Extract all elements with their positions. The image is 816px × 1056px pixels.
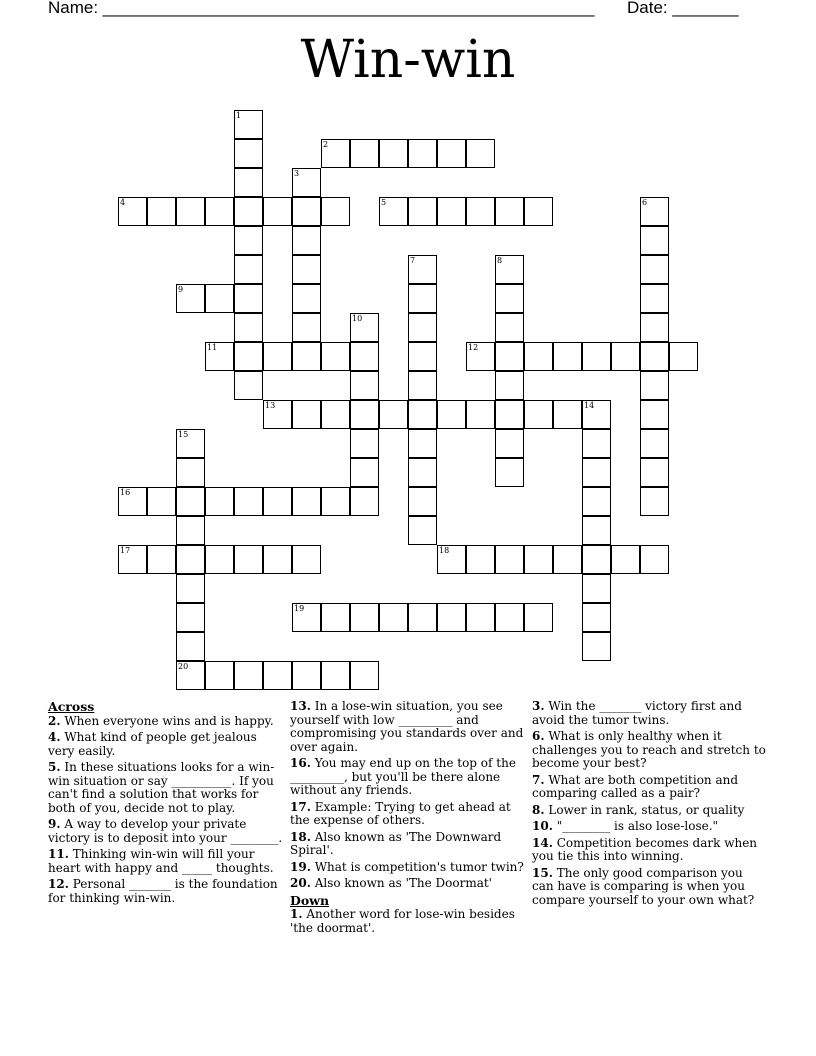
clue-number-label: 12 xyxy=(468,343,479,352)
crossword-cell[interactable] xyxy=(292,545,321,574)
clue-number-label: 6 xyxy=(642,198,648,207)
clue-number-label: 10 xyxy=(352,314,363,323)
crossword-cell[interactable] xyxy=(234,197,263,226)
clues-column-1 xyxy=(48,700,284,908)
crossword-cell[interactable] xyxy=(292,284,321,313)
crossword-cell[interactable] xyxy=(408,429,437,458)
page-title: Win-win xyxy=(300,30,516,90)
clue-down-10 xyxy=(532,820,768,834)
clue-number-label: 7 xyxy=(410,256,416,265)
crossword-cell[interactable] xyxy=(234,255,263,284)
clue-text: In a lose-win situation, you see yourself with low _________ and compromising you standards over and over again. xyxy=(290,699,524,754)
crossword-cell[interactable] xyxy=(437,400,466,429)
crossword-cell[interactable] xyxy=(611,342,640,371)
clue-number-label: 11 xyxy=(207,343,218,352)
crossword-cell[interactable] xyxy=(524,342,553,371)
crossword-cell[interactable] xyxy=(176,661,205,690)
crossword-cell[interactable] xyxy=(437,603,466,632)
crossword-cell[interactable] xyxy=(582,342,611,371)
crossword-cell[interactable] xyxy=(437,545,466,574)
clue-text: A way to develop your private victory is to deposit into your ________. xyxy=(48,817,283,845)
clue-across-18 xyxy=(290,831,528,858)
clue-number: 8. xyxy=(532,802,545,817)
crossword-cell[interactable] xyxy=(234,545,263,574)
crossword-cell[interactable] xyxy=(350,429,379,458)
crossword-cell[interactable] xyxy=(408,284,437,313)
crossword-cell[interactable] xyxy=(292,313,321,342)
clue-number: 14. xyxy=(532,835,553,850)
crossword-cell[interactable] xyxy=(263,487,292,516)
crossword-cell[interactable] xyxy=(205,661,234,690)
crossword-cell[interactable] xyxy=(176,545,205,574)
clue-text: The only good comparison you can have is comparing is when you compare yourself to your own what? xyxy=(532,865,755,907)
crossword-cell[interactable] xyxy=(408,255,437,284)
clue-text: Also known as 'The Downward Spiral'. xyxy=(290,829,502,857)
crossword-cell[interactable] xyxy=(437,139,466,168)
clue-number: 7. xyxy=(532,772,545,787)
clue-across-13 xyxy=(290,700,528,754)
crossword-cell[interactable] xyxy=(582,400,611,429)
crossword-cell[interactable] xyxy=(495,545,524,574)
crossword-cell[interactable] xyxy=(408,197,437,226)
crossword-cell[interactable] xyxy=(495,603,524,632)
clue-down-14 xyxy=(532,837,768,864)
crossword-cell[interactable] xyxy=(205,197,234,226)
crossword-cell[interactable] xyxy=(292,342,321,371)
crossword-cell[interactable] xyxy=(379,400,408,429)
crossword-cell[interactable] xyxy=(176,603,205,632)
crossword-cell[interactable] xyxy=(350,371,379,400)
crossword-cell[interactable] xyxy=(321,139,350,168)
crossword-cell[interactable] xyxy=(118,487,147,516)
clue-number: 5. xyxy=(48,760,61,774)
crossword-cell[interactable] xyxy=(640,284,669,313)
crossword-cell[interactable] xyxy=(350,603,379,632)
crossword-cell[interactable] xyxy=(582,487,611,516)
crossword-cell[interactable] xyxy=(640,313,669,342)
clue-down-15 xyxy=(532,867,768,908)
crossword-cell[interactable] xyxy=(234,661,263,690)
crossword-cell[interactable] xyxy=(350,458,379,487)
crossword-cell[interactable] xyxy=(234,226,263,255)
crossword-cell[interactable] xyxy=(466,197,495,226)
crossword-cell[interactable] xyxy=(321,197,350,226)
crossword-cell[interactable] xyxy=(524,603,553,632)
crossword-cell[interactable] xyxy=(582,429,611,458)
crossword-cell[interactable] xyxy=(321,400,350,429)
crossword-cell[interactable] xyxy=(640,342,669,371)
clue-down-7 xyxy=(532,774,768,801)
crossword-cell[interactable] xyxy=(205,342,234,371)
crossword-cell[interactable] xyxy=(495,371,524,400)
clues-column-3 xyxy=(532,700,768,910)
clue-number-label: 16 xyxy=(120,488,131,497)
crossword-cell[interactable] xyxy=(263,661,292,690)
clue-number: 17. xyxy=(290,799,311,814)
clue-number: 13. xyxy=(290,699,311,713)
crossword-cell[interactable] xyxy=(379,139,408,168)
across-heading: Across xyxy=(48,699,95,714)
clue-number-label: 15 xyxy=(178,430,189,439)
crossword-cell[interactable] xyxy=(292,197,321,226)
clues-column-2 xyxy=(290,700,528,938)
crossword-cell[interactable] xyxy=(640,458,669,487)
crossword-cell[interactable] xyxy=(350,139,379,168)
clue-text: "________ is also lose-lose." xyxy=(552,819,719,833)
crossword-cell[interactable] xyxy=(524,545,553,574)
crossword-cell[interactable] xyxy=(176,429,205,458)
crossword-cell[interactable] xyxy=(466,342,495,371)
crossword-cell[interactable] xyxy=(234,371,263,400)
crossword-cell[interactable] xyxy=(176,487,205,516)
crossword-cell[interactable] xyxy=(437,197,466,226)
clue-down-6 xyxy=(532,730,768,771)
crossword-cell[interactable] xyxy=(408,400,437,429)
crossword-cell[interactable] xyxy=(205,487,234,516)
crossword-cell[interactable] xyxy=(292,487,321,516)
crossword-cell[interactable] xyxy=(234,139,263,168)
crossword-cell[interactable] xyxy=(495,284,524,313)
crossword-cell[interactable] xyxy=(640,226,669,255)
crossword-cell[interactable] xyxy=(582,603,611,632)
crossword-cell[interactable] xyxy=(495,400,524,429)
clue-text: Thinking win-win will fill your heart with happy and _____ thoughts. xyxy=(48,847,274,875)
crossword-cell[interactable] xyxy=(640,255,669,284)
clue-number-label: 8 xyxy=(497,256,503,265)
crossword-cell[interactable] xyxy=(263,545,292,574)
crossword-cell[interactable] xyxy=(524,400,553,429)
clue-number-label: 9 xyxy=(178,285,184,294)
clue-text: Also known as 'The Doormat' xyxy=(310,876,492,890)
crossword-cell[interactable] xyxy=(495,197,524,226)
clue-number-label: 13 xyxy=(265,401,276,410)
crossword-cell[interactable] xyxy=(495,255,524,284)
down-heading: Down xyxy=(290,892,330,908)
name-field[interactable]: Name: ____________________________________________________ xyxy=(48,0,595,17)
clue-number-label: 2 xyxy=(323,140,329,149)
crossword-cell[interactable] xyxy=(176,197,205,226)
clue-number: 16. xyxy=(290,756,311,770)
clue-down-3 xyxy=(532,700,768,727)
clue-number: 20. xyxy=(290,876,311,890)
crossword-cell[interactable] xyxy=(640,197,669,226)
crossword-cell[interactable] xyxy=(640,400,669,429)
crossword-cell[interactable] xyxy=(263,197,292,226)
crossword-cell[interactable] xyxy=(147,545,176,574)
clue-number: 4. xyxy=(48,730,61,744)
crossword-cell[interactable] xyxy=(640,371,669,400)
crossword-cell[interactable] xyxy=(495,313,524,342)
clue-text: In these situations looks for a win-win situation or say __________. If you can't find a solution that works for both of you, decide not to play. xyxy=(48,760,275,815)
crossword-cell[interactable] xyxy=(234,168,263,197)
clue-number: 1. xyxy=(290,907,303,921)
clue-down-8 xyxy=(532,804,768,818)
crossword-cell[interactable] xyxy=(234,342,263,371)
crossword-cell[interactable] xyxy=(350,342,379,371)
clue-number-label: 1 xyxy=(236,111,242,120)
crossword-cell[interactable] xyxy=(408,516,437,545)
clue-text: Win the _______ victory first and avoid the tumor twins. xyxy=(532,699,742,727)
crossword-cell[interactable] xyxy=(379,197,408,226)
clue-number-label: 18 xyxy=(439,546,450,555)
crossword-cell[interactable] xyxy=(640,429,669,458)
clue-across-11 xyxy=(48,848,284,875)
crossword-cell[interactable] xyxy=(292,226,321,255)
crossword-cell[interactable] xyxy=(118,197,147,226)
crossword-cell[interactable] xyxy=(582,458,611,487)
crossword-cell[interactable] xyxy=(292,400,321,429)
crossword-cell[interactable] xyxy=(495,429,524,458)
clue-text: Example: Trying to get ahead at the expense of others. xyxy=(290,799,511,827)
clue-number-label: 20 xyxy=(178,662,189,671)
crossword-cell[interactable] xyxy=(350,313,379,342)
crossword-cell[interactable] xyxy=(234,313,263,342)
clue-number: 19. xyxy=(290,859,311,874)
crossword-cell[interactable] xyxy=(408,603,437,632)
clue-number-label: 4 xyxy=(120,198,126,207)
crossword-cell[interactable] xyxy=(408,342,437,371)
crossword-cell[interactable] xyxy=(205,284,234,313)
clue-text: When everyone wins and is happy. xyxy=(60,713,274,728)
crossword-cell[interactable] xyxy=(379,603,408,632)
crossword-cell[interactable] xyxy=(611,545,640,574)
clue-number: 15. xyxy=(532,865,553,880)
crossword-cell[interactable] xyxy=(495,342,524,371)
crossword-cell[interactable] xyxy=(234,487,263,516)
crossword-cell[interactable] xyxy=(292,168,321,197)
crossword-cell[interactable] xyxy=(176,516,205,545)
clue-across-12 xyxy=(48,878,284,905)
clue-number: 10. xyxy=(532,819,553,833)
date-field[interactable]: Date: _______ xyxy=(627,0,739,17)
clue-across-17 xyxy=(290,801,528,828)
crossword-cell[interactable] xyxy=(234,284,263,313)
clue-number: 3. xyxy=(532,699,545,713)
clue-number-label: 5 xyxy=(381,198,387,207)
clue-text: You may end up on the top of the _________, but you'll be there alone without any friends. xyxy=(290,756,516,797)
crossword-cell[interactable] xyxy=(234,110,263,139)
crossword-cell[interactable] xyxy=(292,661,321,690)
crossword-cell[interactable] xyxy=(553,545,582,574)
crossword-cell[interactable] xyxy=(408,487,437,516)
clue-across-4 xyxy=(48,731,284,758)
crossword-cell[interactable] xyxy=(176,458,205,487)
crossword-cell[interactable] xyxy=(466,400,495,429)
crossword-cell[interactable] xyxy=(350,661,379,690)
crossword-cell[interactable] xyxy=(408,139,437,168)
clue-text: What is competition's tumor twin? xyxy=(310,859,524,874)
crossword-cell[interactable] xyxy=(176,632,205,661)
crossword-cell[interactable] xyxy=(553,400,582,429)
crossword-cell[interactable] xyxy=(321,487,350,516)
crossword-cell[interactable] xyxy=(524,197,553,226)
crossword-cell[interactable] xyxy=(321,342,350,371)
crossword-cell[interactable] xyxy=(466,603,495,632)
clue-number-label: 17 xyxy=(120,546,131,555)
clue-number: 6. xyxy=(532,729,545,743)
clue-down-1 xyxy=(290,908,528,935)
crossword-cell[interactable] xyxy=(640,487,669,516)
crossword-cell[interactable] xyxy=(292,255,321,284)
crossword-cell[interactable] xyxy=(553,342,582,371)
crossword-cell[interactable] xyxy=(582,574,611,603)
clue-number-label: 19 xyxy=(294,604,305,613)
crossword-cell[interactable] xyxy=(321,661,350,690)
crossword-cell[interactable] xyxy=(669,342,698,371)
clue-text: Lower in rank, status, or quality xyxy=(544,802,745,817)
crossword-cell[interactable] xyxy=(408,313,437,342)
clue-across-2 xyxy=(48,715,284,729)
clue-across-20 xyxy=(290,877,528,891)
crossword-cell[interactable] xyxy=(495,458,524,487)
clue-text: What is only healthy when it challenges you to reach and stretch to become your best? xyxy=(532,729,766,770)
crossword-cell[interactable] xyxy=(147,197,176,226)
clue-number: 12. xyxy=(48,877,69,891)
clue-number: 2. xyxy=(48,713,61,728)
crossword-cell[interactable] xyxy=(466,545,495,574)
clue-across-9 xyxy=(48,818,284,845)
crossword-cell[interactable] xyxy=(408,458,437,487)
crossword-cell[interactable] xyxy=(118,545,147,574)
crossword-cell[interactable] xyxy=(147,487,176,516)
clue-number: 9. xyxy=(48,817,61,831)
clue-text: What are both competition and comparing called as a pair? xyxy=(532,772,739,800)
crossword-cell[interactable] xyxy=(205,545,234,574)
clue-text: Another word for lose-win besides 'the doormat'. xyxy=(290,907,515,935)
crossword-cell[interactable] xyxy=(640,545,669,574)
clue-text: Competition becomes dark when you tie this into winning. xyxy=(532,835,758,863)
clue-number-label: 3 xyxy=(294,169,300,178)
crossword-cell[interactable] xyxy=(466,139,495,168)
crossword-cell[interactable] xyxy=(582,516,611,545)
crossword-cell[interactable] xyxy=(176,574,205,603)
crossword-cell[interactable] xyxy=(176,284,205,313)
clue-number-label: 14 xyxy=(584,401,595,410)
clue-text: Personal _______ is the foundation for thinking win-win. xyxy=(48,877,278,905)
clue-number: 18. xyxy=(290,829,311,844)
clue-across-16 xyxy=(290,757,528,798)
crossword-cell[interactable] xyxy=(582,632,611,661)
crossword-cell[interactable] xyxy=(350,400,379,429)
clue-across-5 xyxy=(48,761,284,815)
crossword-cell[interactable] xyxy=(292,603,321,632)
clue-text: What kind of people get jealous very easily. xyxy=(48,730,257,758)
crossword-cell[interactable] xyxy=(350,487,379,516)
crossword-cell[interactable] xyxy=(582,545,611,574)
clue-across-19 xyxy=(290,861,528,875)
clue-number: 11. xyxy=(48,847,69,861)
crossword-cell[interactable] xyxy=(408,371,437,400)
crossword-cell[interactable] xyxy=(263,400,292,429)
crossword-cell[interactable] xyxy=(321,603,350,632)
crossword-cell[interactable] xyxy=(263,342,292,371)
